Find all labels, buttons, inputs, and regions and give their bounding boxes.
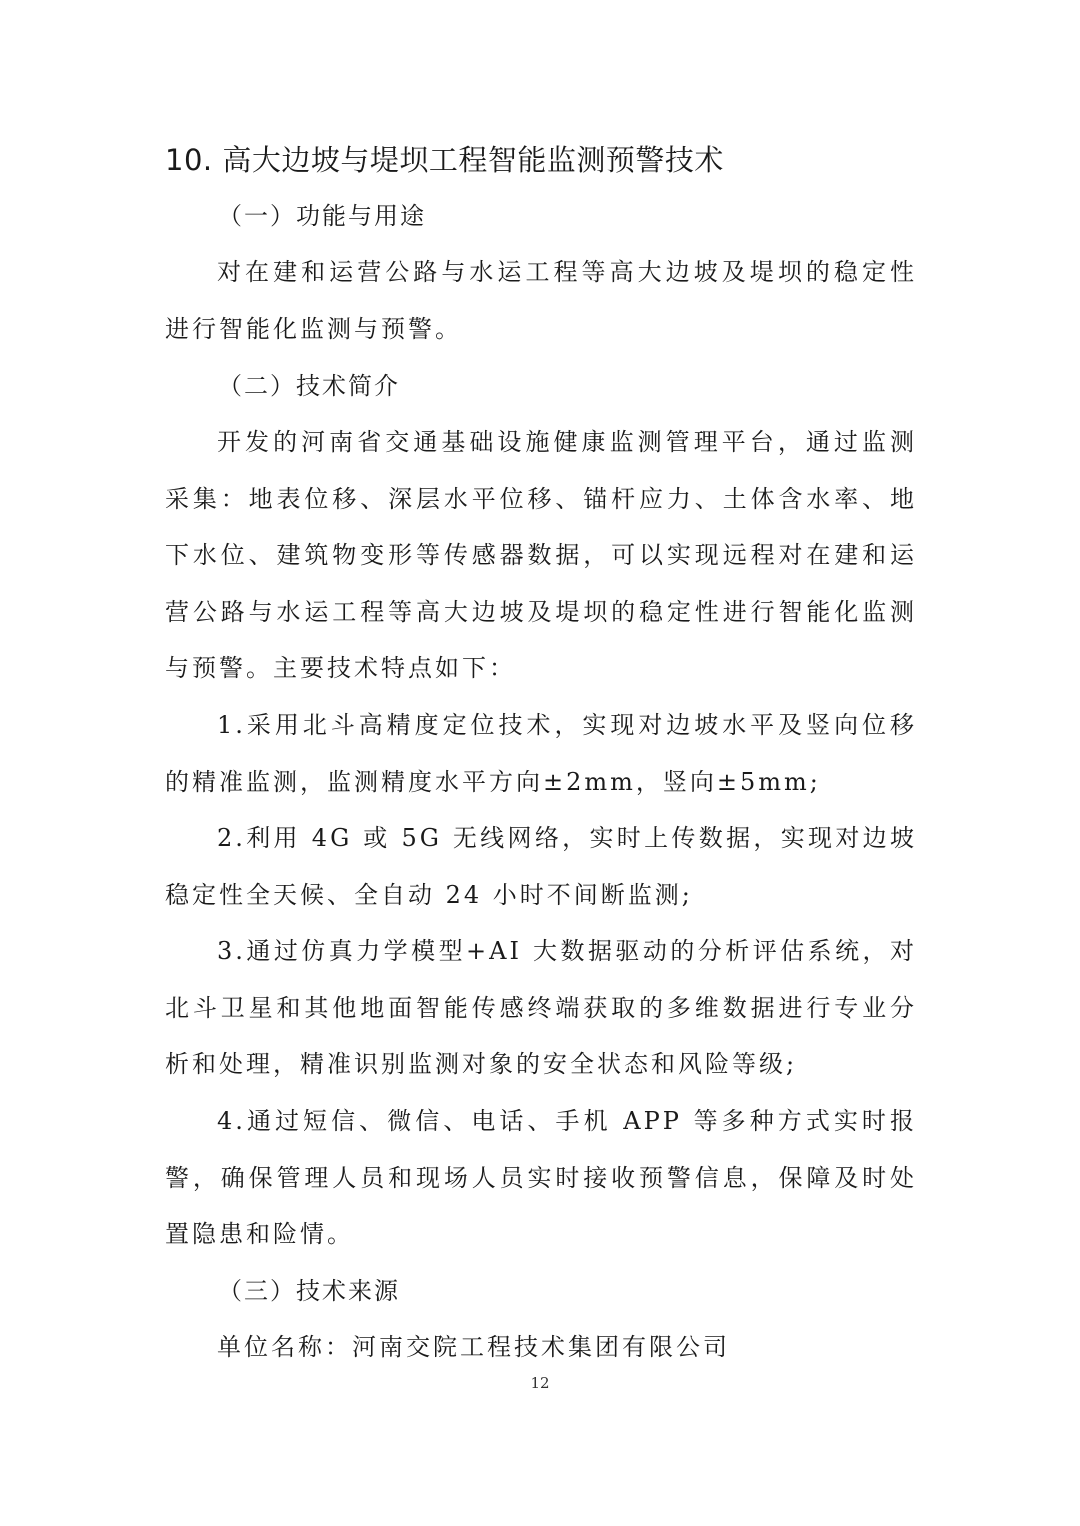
section-heading-tech-source: （三）技术来源 [218, 1277, 400, 1305]
list-item-feature-3: 3.通过仿真力学模型+AI 大数据驱动的分析评估系统，对北斗卫星和其他地面智能传感终端获取的多维数据进行专业分析和处理，精准识别监测对象的安全状态和风险等级; [165, 937, 917, 1078]
paragraph-tech-intro: 开发的河南省交通基础设施健康监测管理平台，通过监测采集：地表位移、深层水平位移、锚杆应力、土体含水率、地下水位、建筑物变形等传感器数据，可以实现远程对在建和运营公路与水运工程等高大边坡及堤坝的稳定性进行智能化监测与预警。主要技术特点如下： [165, 428, 917, 682]
section-heading-function: （一）功能与用途 [218, 202, 426, 230]
paragraph-function-purpose: 对在建和运营公路与水运工程等高大边坡及堤坝的稳定性进行智能化监测与预警。 [165, 258, 917, 343]
section-heading-tech-intro: （二）技术简介 [218, 372, 400, 400]
document-title: 10. 高大边坡与堤坝工程智能监测预警技术 [165, 143, 724, 177]
page-number: 12 [530, 1374, 550, 1392]
list-item-feature-4: 4.通过短信、微信、电话、手机 APP 等多种方式实时报警，确保管理人员和现场人员实时接收预警信息，保障及时处置隐患和险情。 [165, 1107, 917, 1248]
list-item-feature-1: 1.采用北斗高精度定位技术，实现对边坡水平及竖向位移的精准监测，监测精度水平方向±2mm，竖向±5mm; [165, 711, 917, 796]
list-item-feature-2: 2.利用 4G 或 5G 无线网络，实时上传数据，实现对边坡稳定性全天候、全自动 24 小时不间断监测; [165, 824, 917, 909]
paragraph-organization-name: 单位名称：河南交院工程技术集团有限公司 [217, 1333, 730, 1361]
